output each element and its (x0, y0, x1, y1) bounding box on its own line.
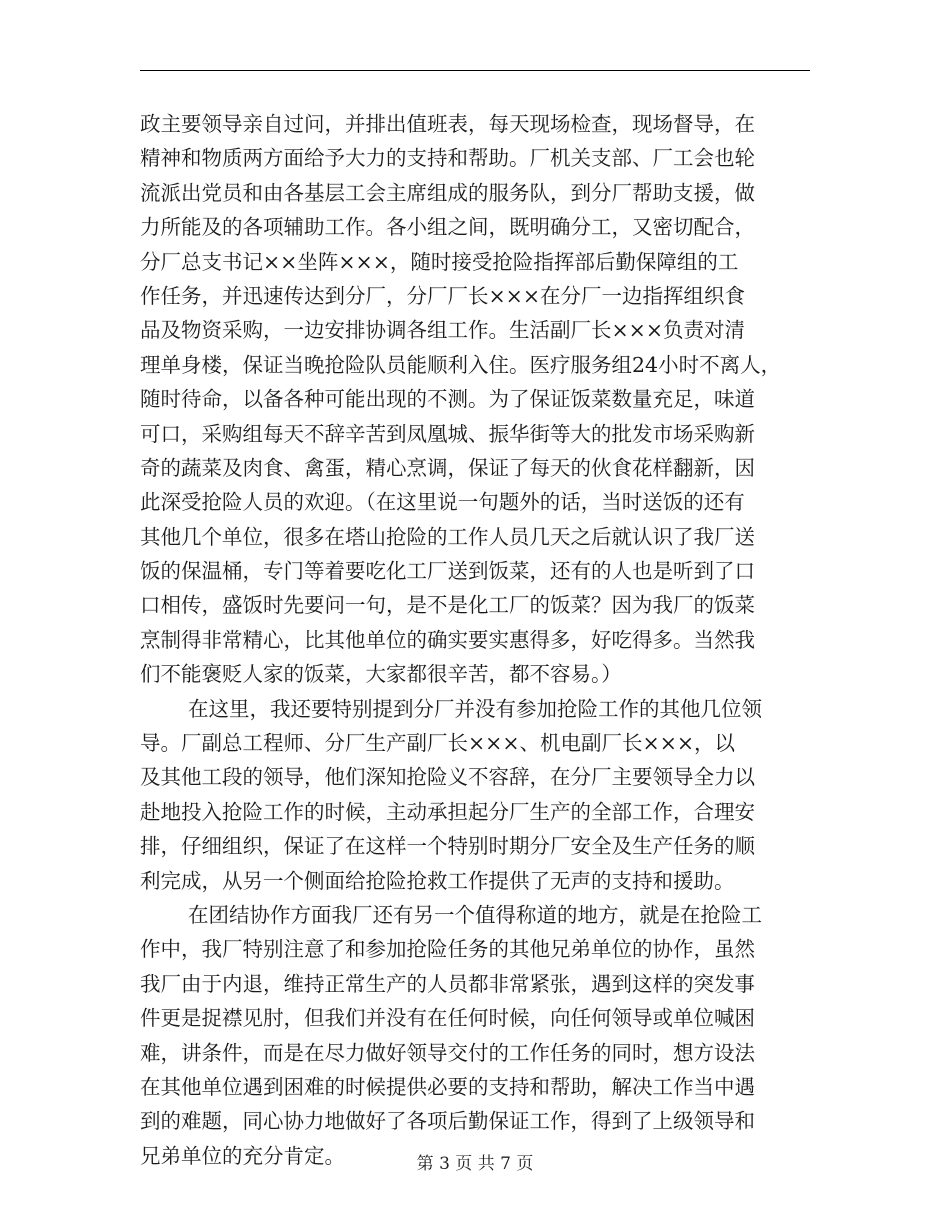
text-line: 奇的蔬菜及肉食、禽蛋，精心烹调，保证了每天的伙食花样翻新，因 (140, 455, 755, 480)
text-line: 利完成，从另一个侧面给抢险抢救工作提供了无声的支持和援助。 (140, 868, 735, 893)
paragraph-start-line: 在这里，我还要特别提到分厂并没有参加抢险工作的其他几位领 (188, 696, 762, 721)
text-line: 在其他单位遇到困难的时候提供必要的支持和帮助，解决工作当中遇 (140, 1074, 755, 1099)
text-line: 分厂总支书记××坐阵×××，随时接受抢险指挥部后勤保障组的工 (140, 249, 739, 274)
text-line: 精神和物质两方面给予大力的支持和帮助。厂机关支部、厂工会也轮 (140, 146, 755, 171)
document-body (140, 107, 810, 1173)
text-line: 此深受抢险人员的欢迎。（在这里说一句题外的话，当时送饭的还有 (140, 490, 745, 515)
text-line: 件更是捉襟见肘，但我们并没有在任何时候，向任何领导或单位喊困 (140, 1006, 755, 1031)
text-line: 到的难题，同心协力地做好了各项后勤保证工作，得到了上级领导和 (140, 1109, 755, 1134)
text-line: 及其他工段的领导，他们深知抢险义不容辞，在分厂主要领导全力以 (140, 765, 755, 790)
page-indicator: 第 3 页 共 7 页 (416, 1154, 534, 1174)
text-line: 品及物资采购，一边安排协调各组工作。生活副厂长×××负责对清 (140, 318, 746, 343)
text-line: 流派出党员和由各基层工会主席组成的服务队，到分厂帮助支援，做 (140, 180, 755, 205)
text-line: 力所能及的各项辅助工作。各小组之间，既明确分工，又密切配合， (140, 215, 755, 240)
text-line: 理单身楼，保证当晚抢险队员能顺利入住。医疗服务组24小时不离人， (140, 352, 782, 377)
text-line: 我厂由于内退，维持正常生产的人员都非常紧张，遇到这样的突发事 (140, 971, 755, 996)
text-line: 难，讲条件，而是在尽力做好领导交付的工作任务的同时，想方设法 (140, 1040, 755, 1065)
text-line: 其他几个单位，很多在塔山抢险的工作人员几天之后就认识了我厂送 (140, 524, 755, 549)
text-line: 可口，采购组每天不辞辛苦到凤凰城、振华街等大的批发市场采购新 (140, 421, 755, 446)
text-line: 作任务，并迅速传达到分厂，分厂厂长×××在分厂一边指挥组织食 (140, 283, 746, 308)
text-line: 政主要领导亲自过问，并排出值班表，每天现场检查，现场督导，在 (140, 112, 755, 136)
header-divider (140, 70, 810, 71)
paragraph-start-line: 在团结协作方面我厂还有另一个值得称道的地方，就是在抢险工 (188, 902, 762, 927)
text-line: 赴地投入抢险工作的时候，主动承担起分厂生产的全部工作，合理安 (140, 799, 755, 824)
text-line: 作中，我厂特别注意了和参加抢险任务的其他兄弟单位的协作，虽然 (140, 937, 755, 962)
text-line: 们不能褒贬人家的饭菜，大家都很辛苦，都不容易。） (140, 662, 622, 687)
text-line: 口相传，盛饭时先要问一句，是不是化工厂的饭菜？因为我厂的饭菜 (140, 593, 755, 618)
text-line: 随时待命，以备各种可能出现的不测。为了保证饭菜数量充足，味道 (140, 387, 755, 412)
text-line: 兄弟单位的充分肯定。 (140, 1143, 345, 1168)
text-line: 饭的保温桶，专门等着要吃化工厂送到饭菜，还有的人也是听到了口 (140, 559, 755, 584)
text-line: 排，仔细组织，保证了在这样一个特别时期分厂安全及生产任务的顺 (140, 834, 755, 859)
text-line: 烹制得非常精心，比其他单位的确实要实惠得多，好吃得多。当然我 (140, 627, 755, 652)
text-line: 导。厂副总工程师、分厂生产副厂长×××、机电副厂长×××，以 (140, 731, 736, 756)
